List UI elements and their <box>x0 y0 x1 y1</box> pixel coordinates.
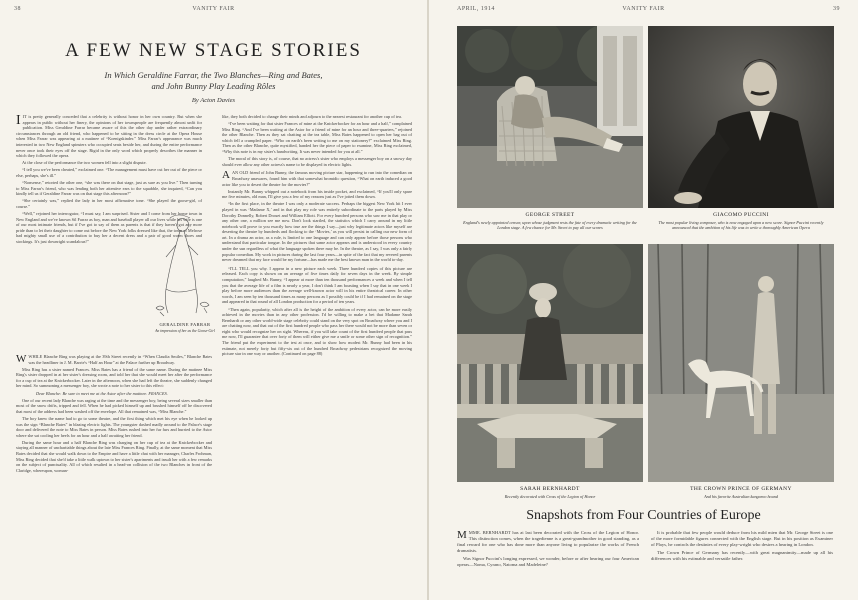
paragraph: Miss Ring has a sister named Frances. Miss Bates has a friend of the same name. During the matinee Miss Ring's sister dropped in at her sister's dressing room, and told her that she would meet her after the performance for a cup of tea at the Knickerbocker. Later in the afternoon, when she had left the theatre, she suddenly changed her mind. So summoning a messenger boy, she wrote a note to her sister to this effect: <box>16 366 212 389</box>
paragraph: The Crown Prince of Germany has recently—with great magnanimity—made up all his differences with his estimable and versatile father. <box>651 549 833 561</box>
drop-cap-i: I <box>16 114 21 128</box>
geraldine-farrar-drawing <box>150 212 212 322</box>
section-heading: Snapshots from Four Countries of Europe <box>526 508 761 523</box>
paragraph: “She certainly was,” replied the lady in her most affirmative tone. “She played the goose-girl, of course.” <box>16 198 202 209</box>
paragraph: One of our recent lady Blanche was raging at the time and the messenger boy, being several sizes smaller than most of the snow drifts, tripped and fell. When he had picked himself up and brushed himself off he discovered that most of the address had been washed off the envelope. All that remained was, “Miss Blanche.” <box>16 397 212 414</box>
paragraph: “Then again, popularity, which after all is the height of the ambition of every actor, can be more easily achieved in the movies than in any other profession. I'd be willing to make a bet that Madame Sarah Bernhardt or any other world-wide stage celebrity could stand on the very spot on Broadway where you and I are chatting now, and that out of the first hundred people who pass her there would not be more than seven or eight who would recognize her on sight. Whereas, if you will take count of the first hundred people that pass me now, I'll guarantee that over forty of them will either give me a smile or some other sign of recognition.” The friend put the experiment to the test at once, and to show how modest Mr. Bunny had been in his estimate, not merely forty but fifty-six out of the hundred Broadway pedestrians recognized the moving picture star in one way or another. (Continued on page 88) <box>222 306 412 357</box>
paragraph: “Nonsense,” retorted the other one, “she was there on that stage, just as sure as you live.” Then turning to Miss Farrar's friend, who was lending both her attentive ears to the squabble, she inquired, “Can you kindly tell us if Geraldine Farrar was on that stage this afternoon?” <box>16 180 202 197</box>
paragraph: During the same hour and a half Blanche Ring was charging on her cup of tea at the Knickerbocker and staying all manner of uncharitable things about the late Miss Frances Ring. Finally, at the same moment that Miss Bates decided that she would walk down to the Empire and have a little chat with her manager, Charles Frohman, Miss Ring decided that she'd take a little walk uptown to her sister's apartments and insult her with a few remarks on the subject of punctuality. All of which resulted in a head-on collision of the two Blanches in front of the Claridge, whereupon, woman- <box>16 439 212 473</box>
left-page <box>0 0 427 600</box>
photo-caption: The most popular living composer, who is now engaged upon a new score. Signor Puccini recently announced that the ambition of his life was to write a thoroughly American Opera <box>658 220 824 231</box>
running-head-date: APRIL, 1914 <box>457 6 495 12</box>
right-page <box>429 0 858 600</box>
article-column-2 <box>222 114 412 594</box>
photo-caption: England's newly appointed censor, upon whose judgment rests the fate of every dramatic writing for the London stage. A few chance for Mr. Street to pay all our scores <box>463 220 637 231</box>
paragraph: MME. BERNHARDT has at last been decorated with the Cross of the Legion of Honor. This distinction comes, when the tragedienne is a great-grandmother in good standing, as a final reward for one who has done more than anyone living to popularize the works of French dramatists. <box>457 530 639 553</box>
article-byline: By Acton Davies <box>191 97 236 104</box>
page-number-left: 38 <box>14 6 21 12</box>
paragraph: like, they both decided to change their minds and adjourn to the nearest restaurant for another cup of tea. <box>222 114 402 119</box>
running-head-left: VANITY FAIR <box>192 6 235 12</box>
sarah-bernhardt-photo <box>457 244 643 482</box>
paragraph: At the close of the performance the two women fell into a slight dispute. <box>22 160 147 166</box>
paragraph: “I tell you we've been cheated,” exclaimed one. “The management must have cut her out of the piece or else, perhaps, she's ill.” <box>16 167 202 178</box>
letter-quote: Dear Blanche: Be sure to meet me at the Astor after the matinee. FRANCES. <box>36 390 168 396</box>
article-column-1-lower <box>16 354 212 594</box>
paragraph: It is probable that few people would deduce from his mild mien that Mr. George Street is one of the more formidable figures connected with the English stage. But in his position as Examiner of Plays, he controls the destinies of every play-wright who desires a hearing in London. <box>651 530 833 547</box>
snapshot-column-1 <box>457 530 639 598</box>
paragraph: Was Signor Puccini's longing expressed, we wonder, before or after hearing our four American operas—Noma, Cyrano, Natoma and Madeleine? <box>457 555 639 567</box>
paragraph: The boy knew the name had to go to some theatre, and the first thing which met his eye when he looked up was the sign “Blanche Bates” in blazing electric lights. The youngster dashed madly around to the Palace's stage door and delivered the note to Miss Bates in person. Miss Bates rushed into her fur furs and hurried to the Astor where she sat cooling her heels for an hour and a half awaiting her friend. <box>16 415 212 438</box>
drop-cap-w: W <box>16 354 27 365</box>
paragraph: IT is pretty generally conceded that a celebrity is without honor in her own country. But when she appears in public without her finery, the opinions of her townspeople are frequently almost unfit for publication. Miss Geraldine Farrar became aware of this the other day under rather extraordinary circumstances through an old friend, who happened to be sitting in the dress circle at the Opera House when Miss Farrar was appearing at a matinee of “Koenigskinder.” Miss Farrar's appearance was much interested in two New England spinsters who occupied seats beside her, and during the entire performance never once took their eyes off the stage. Rigid in the only word which properly describes the manner in which they followed the opera. <box>16 114 202 159</box>
paragraph: AN OLD friend of John Bunny, the famous moving picture star, happening to run into the comedian on Broadway unawares, found him with that somewhat bromidic question, “What on earth induced a good actor like you to desert the theatre for the movies?” <box>222 170 412 187</box>
george-street-photo <box>457 26 643 208</box>
page-number-right: 39 <box>833 6 840 12</box>
article-title: A FEW NEW STAGE STORIES <box>65 40 362 61</box>
paragraph: “I'LL TELL you why. I appear in a new picture each week. Three hundred copies of this picture are released. Each copy is shown on an average of five times daily for seven days in the week. By simple computation,” laughed Mr. Bunny, “I appear at more than ten thousand performances a week and when I tell you that the average life of a film is nearly a year, I don't think I am boasting when I say that in one week I play before more audiences than the average well-known actor will in his entire theatrical career. In other words, I am seen by ten thousand times as many persons as I possibly could be if I had remained on the stage and appeared in that round of all London production for a period of ten years. <box>222 265 412 305</box>
paragraph: “I've been waiting for that sister Frances of mine at the Knickerbocker for an hour and a half,” complained Miss Ring. “And I've been waiting at the Astor for a friend of mine for an hour and three-quarters,” rejoined the other Blanche. Then as they sat chatting at the tea table, Miss Bates happened to open her bag out of which fell a crumpled paper. “Who on earth's been writing to me on my stationery?” exclaimed Miss Ring. Then as the other Blanche, quite mystified, handed her the piece of paper to examine, Miss Ring exclaimed, “Why this note is in my sister's handwriting. It was never intended for you at all.” <box>222 121 412 155</box>
photo-title: GEORGE STREET <box>525 212 575 218</box>
drop-cap-m: M <box>457 530 467 541</box>
running-head-right: VANITY FAIR <box>622 6 665 12</box>
paragraph: “Well,” rejoined her interrogator, “I must say, I am surprised. Sister and I come from her home town in New England and we've known Sil Farrar as boy, man and baseball player all our lives while his wife is one of our most intimate friends, but if I've got to say of them as parents is that if they haven't got any more pride than to let their daughter to come out before the New York folks dressed like that, the town of Melrose had mighty small use of a contribution to buy her a decent dress and a pair of good warm shoes and stockings. It's just downright scandalous!” <box>16 211 202 244</box>
photo-title: GIACOMO PUCCINI <box>713 212 769 218</box>
drawing-caption-text: An impression of her as the Goose-Girl <box>155 329 215 333</box>
paragraph: Instantly Mr. Bunny whipped out a notebook from his inside pocket, and exclaimed, “If you'll only spare me five minutes, old man, I'll give you a few of my reasons just as I've jotted them down. <box>222 188 412 200</box>
drop-cap-a: A <box>222 169 230 182</box>
photo-title: SARAH BERNHARDT <box>520 486 580 492</box>
photo-caption: And his favorite Australian kangaroo hound <box>704 494 778 499</box>
photo-caption: Recently decorated with Cross of the Legion of Honor <box>504 494 596 499</box>
giacomo-puccini-photo <box>648 26 834 208</box>
article-subtitle-line-1: In Which Geraldine Farrar, the Two Blanches—Ring and Bates, <box>104 70 323 80</box>
drawing-caption-title: GERALDINE FARRAR <box>159 322 211 327</box>
article-subtitle-line-2: and John Bunny Play Leading Rôles <box>151 81 276 91</box>
photo-title: THE CROWN PRINCE OF GERMANY <box>690 486 792 492</box>
crown-prince-photo <box>648 244 834 482</box>
paragraph: “In the first place, in the theatre I was only a moderate success. Perhaps the biggest New York hit I ever played in was ‘Madame X,’ and in that play my role was entirely subordinate to the parts played by Miss Dorothy Donnelly, Robert Drouet and William Elliott. For every hundred persons who saw me in that play or any other one, a million see me now. Don't look startled, the statistics which I carry around in my little notebook will prove to you exactly how true are the things I say—just why legitimate actors like myself are deserting the theatre by hundreds and flocking to the ‘Movies,’ as you will persist in calling our new form of art. In a drama an actor, as a rule, is limited to one language and can only appear before those persons who understand that particular tongue. In the pictures that same actor appears and is understood in every country under the sun regardless of what the language spoken there may be. In the theatre, as I say, I was only a fairly popular comedian. My work in pictures during the last four years—in spite of the fact that my revered parents never dreamed that my face would be my fortune—has made me the best known man in the world to-day. <box>222 201 412 263</box>
paragraph: The moral of this story is, of course, that no actress's sister who employs a messenger boy on a snowy day should ever allow any other actress's name to be displayed in electric lights. <box>222 156 412 167</box>
snapshot-column-2 <box>651 530 833 598</box>
paragraph: WHILE Blanche Ring was playing at the 39th Street recently in “When Claudia Smiles,” Blanche Bates was the headliner in J. M. Barrie's “Half an Hour” at the Palace further up Broadway. <box>28 354 212 365</box>
